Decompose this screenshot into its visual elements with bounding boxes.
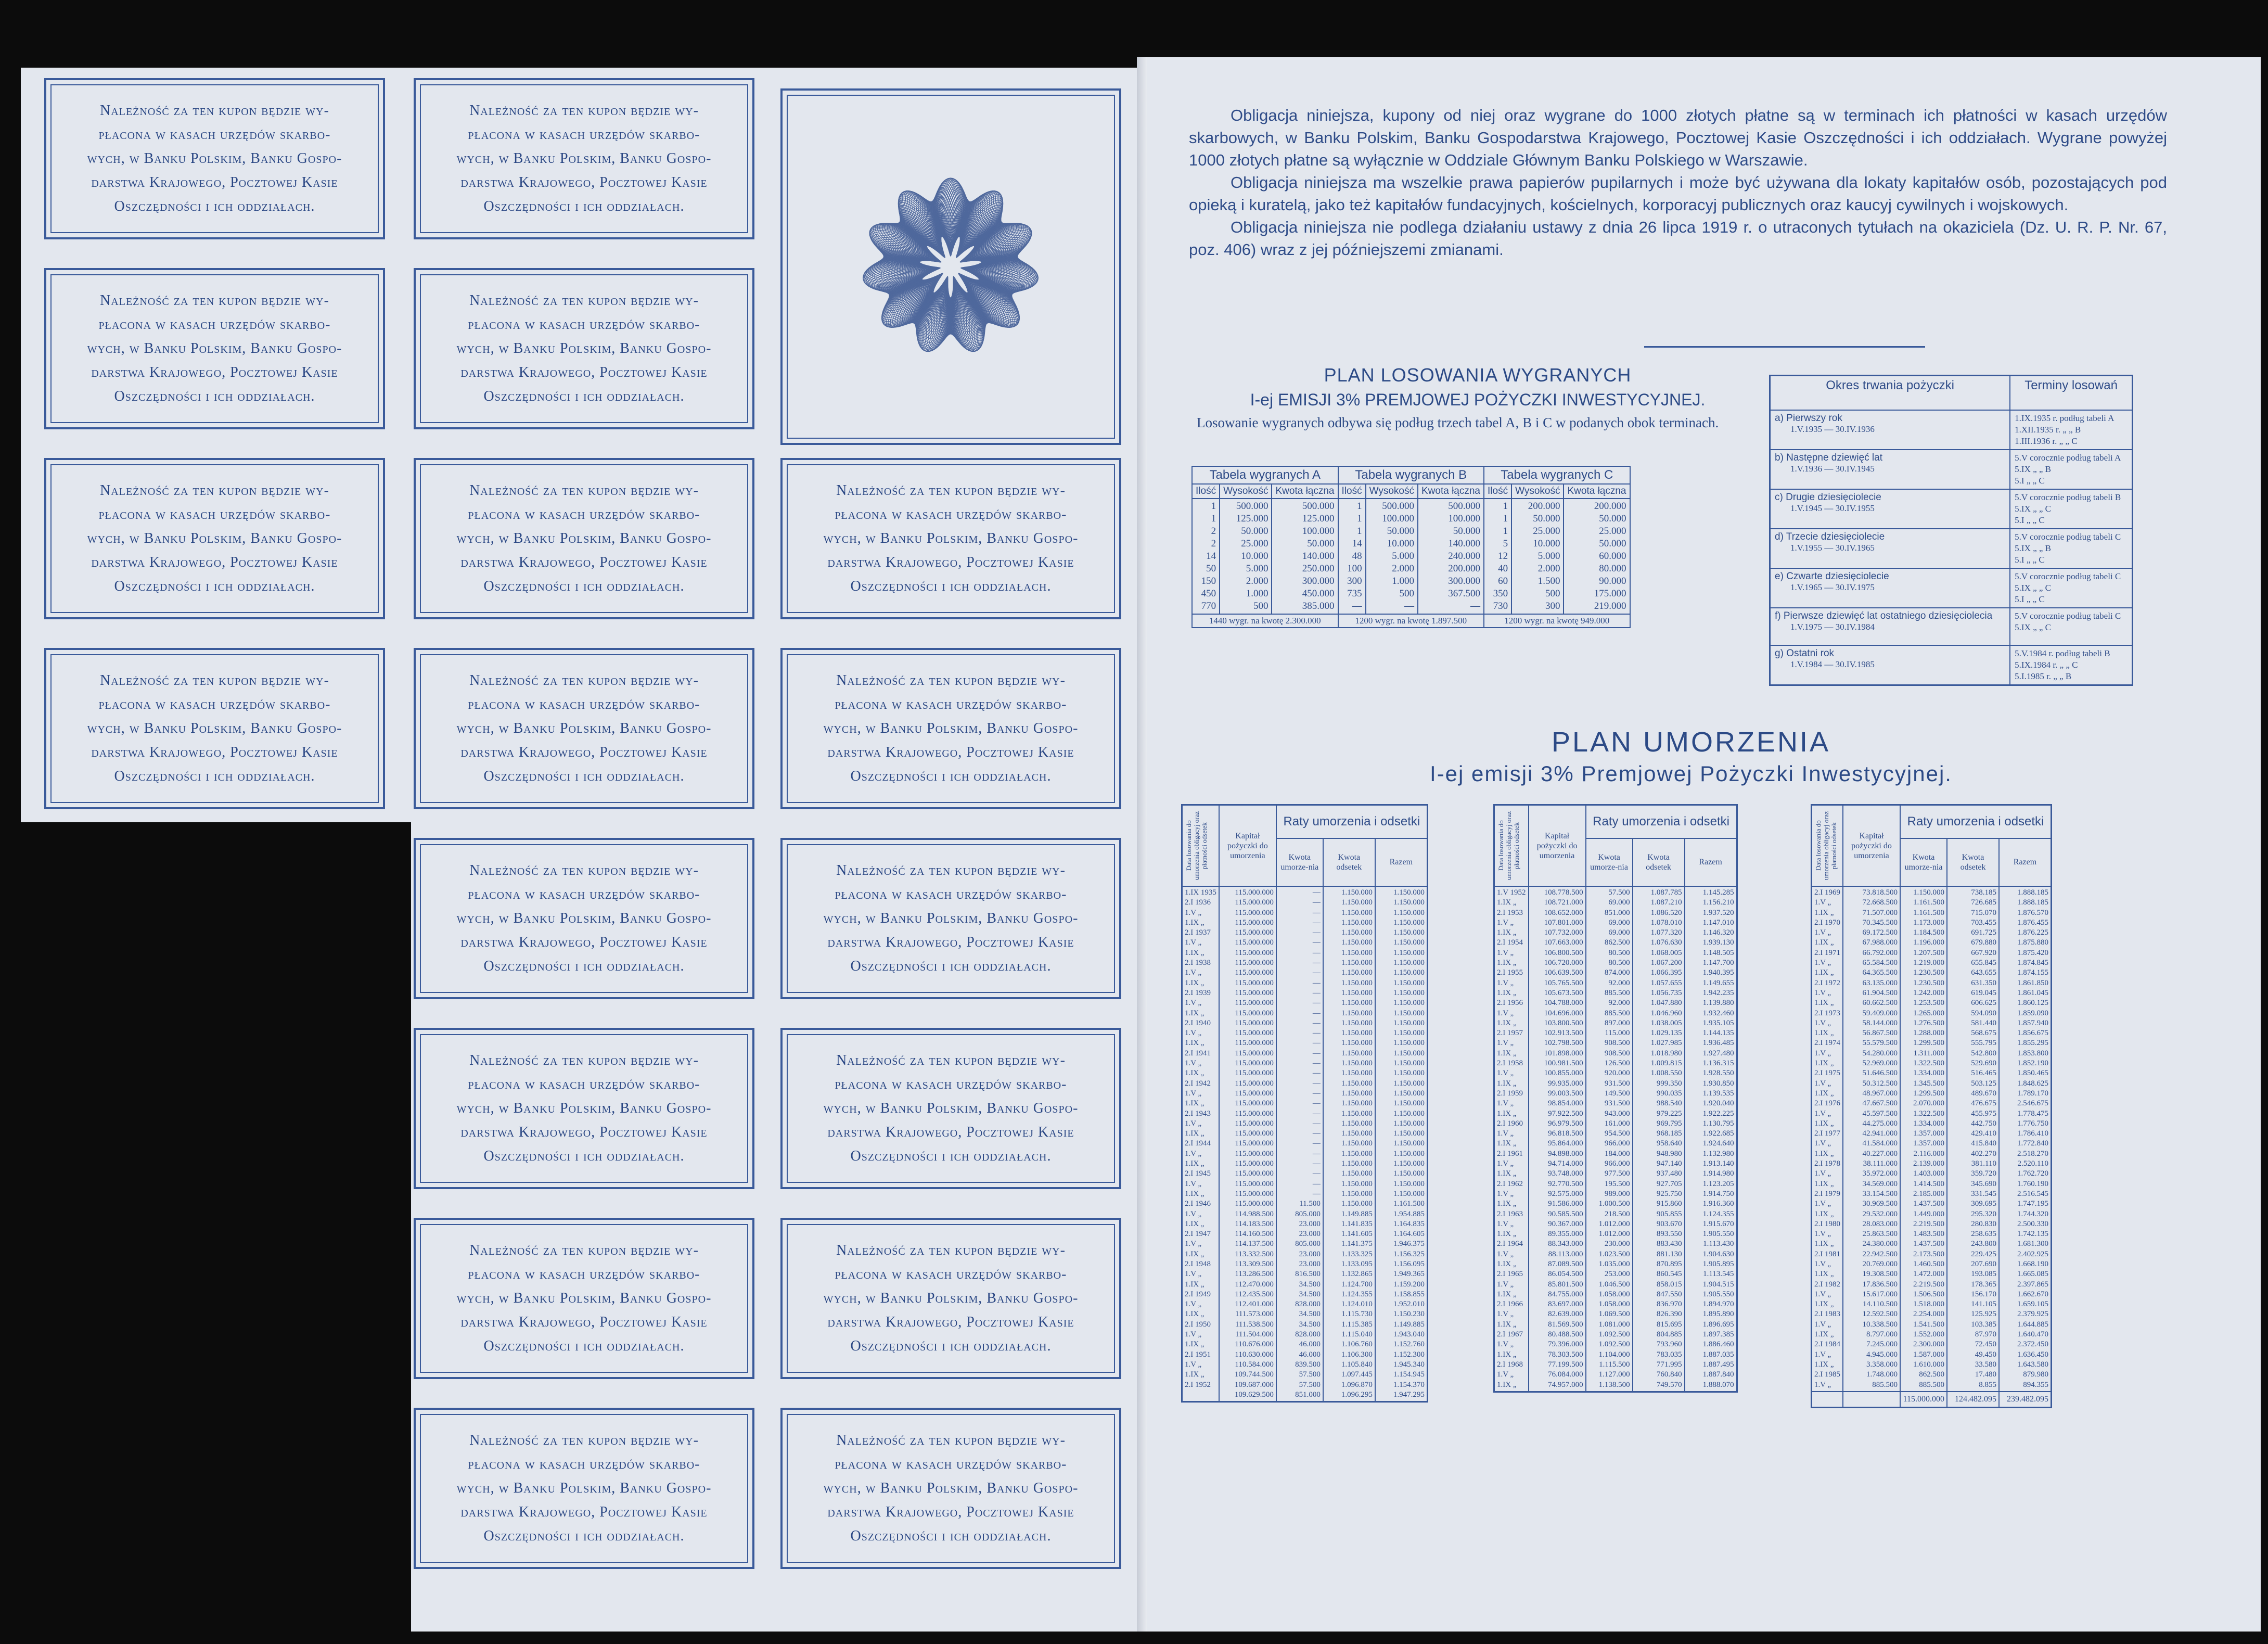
coupon-text: Należność za ten kupon będzie wy- płacona w kasach urzędów skarbo- wych, w Banku Polskim, Banku Gospo- darstwa Krajowego, Pocztowej Kasie Oszczędności i ich oddziałach. xyxy=(87,292,342,404)
period-dates: 1.V.1975 — 30.IV.1984 xyxy=(1790,622,1875,632)
coupon xyxy=(780,458,1121,619)
prize-table-b-title: Tabela wygranych B xyxy=(1338,466,1484,484)
schedule-row xyxy=(1770,450,2133,489)
draw-dates-header: Terminy losowań xyxy=(2010,376,2132,411)
coupon xyxy=(414,648,754,809)
guilloche-rosette-icon xyxy=(783,91,1119,443)
date-header: Data losowania do umorzenia obligacyj oraz płatności odsetek xyxy=(1497,811,1520,881)
coupon-text: Należność za ten kupon będzie wy- płacona w kasach urzędów skarbo- wych, w Banku Polskim, Banku Gospo- darstwa Krajowego, Pocztowej Kasie Oszczędności i ich oddziałach. xyxy=(456,103,712,214)
period-dates: 1.V.1945 — 30.IV.1955 xyxy=(1790,503,1875,513)
prize-table-a-title: Tabela wygranych A xyxy=(1192,466,1338,484)
total-column: 1.150.000 1.150.000 1.150.000 1.150.000 1.150.000 1.150.000 1.150.000 1.150.000 1.150.000 1.150.000 1.150.000 1.150.000 1.150.000 1.150.000 1.150.000 1.150.000 1.150.000 1.150.000 1.150.000 1.150.000 1.150.000 1.150.000 1.150.000 1.150.000 1.150.000 1.150.000 1.150.000 1.150.000 1.150.000 1.150.000 1.150.000 1.161.500 1.954.885 1.164.835 1.164.605 1.946.375 1.156.325 1.156.095 1.949.365 1.159.200 1.158.855 1.952.010 1.150.230 1.149.885 1.943.040 1.152.760 1.152.300 1.945.340 1.154.945 1.154.370 1.947.295 xyxy=(1375,886,1428,1402)
notice-paragraph: Obligacja niniejsza, kupony od niej oraz wygrane do 1000 złotych płatne są w terminach ich płatności w kasach urzędów skarbowych, w Banku Polskim, Banku Gospodarstwa Krajowego, Pocztowej Kasie Oszczędności i ich oddziałach. Wygrane powyżej 1000 złotych płatne są wyłącznie w Oddziale Głównym Banku Polskiego w Warszawie. xyxy=(1189,106,2167,169)
installments-header: Raty umorzenia i odsetki xyxy=(1276,805,1428,838)
total-interest: 124.482.095 xyxy=(1947,1392,1999,1408)
coupon xyxy=(780,1218,1121,1379)
coupon-text: Należność za ten kupon będzie wy- płacona w kasach urzędów skarbo- wych, w Banku Polskim, Banku Gospo- darstwa Krajowego, Pocztowej Kasie Oszczędności i ich oddziałach. xyxy=(823,1052,1079,1164)
table-c-kwota: 200.000 50.000 25.000 50.000 60.000 80.000 90.000 175.000 219.000 xyxy=(1564,499,1630,614)
lottery-plan-note: Losowanie wygranych odbywa się podług trzech tabel A, B i C w podanych obok terminach. xyxy=(1197,415,1719,430)
coupon xyxy=(44,458,385,619)
col-kwota: Kwota łączna xyxy=(1564,484,1630,499)
table-a-total: 1440 wygr. na kwotę 2.300.000 xyxy=(1192,614,1338,628)
draw-terms: 5.V corocznie podług tabeli C 5.IX „ „ C 5.I „ „ C xyxy=(2010,568,2132,608)
col-wysokosc: Wysokość xyxy=(1366,484,1418,499)
lottery-plan-header xyxy=(1191,364,1764,431)
period-cell xyxy=(1770,410,2010,450)
period-dates: 1.V.1965 — 30.IV.1975 xyxy=(1790,582,1875,592)
coupon-text: Należność za ten kupon będzie wy- płacona w kasach urzędów skarbo- wych, w Banku Polskim, Banku Gospo- darstwa Krajowego, Pocztowej Kasie Oszczędności i ich oddziałach. xyxy=(87,482,342,594)
coupon xyxy=(780,648,1121,809)
period-dates: 1.V.1935 — 30.IV.1936 xyxy=(1790,424,1875,434)
capital-column: 115.000.000 115.000.000 115.000.000 115.000.000 115.000.000 115.000.000 115.000.000 115.000.000 115.000.000 115.000.000 115.000.000 115.000.000 115.000.000 115.000.000 115.000.000 115.000.000 115.000.000 115.000.000 115.000.000 115.000.000 115.000.000 115.000.000 115.000.000 115.000.000 115.000.000 115.000.000 115.000.000 115.000.000 115.000.000 115.000.000 115.000.000 115.000.000 114.988.500 114.183.500 114.160.500 114.137.500 113.332.500 113.309.500 113.286.500 112.470.000 112.435.500 112.401.000 111.573.000 111.538.500 111.504.000 110.676.000 110.630.000 110.584.000 109.744.500 109.687.000 109.629.500 xyxy=(1219,886,1276,1402)
table-b-ilosc: 1 1 1 14 48 100 300 735 — xyxy=(1338,499,1366,614)
period-cell xyxy=(1770,608,2010,645)
amortization-table xyxy=(1811,804,2052,1408)
capital-column: 108.778.500 108.721.000 108.652.000 107.801.000 107.732.000 107.663.000 106.800.500 106.720.000 106.639.500 105.765.500 105.673.500 104.788.000 104.696.000 103.800.500 102.913.500 102.798.500 101.898.000 100.981.500 100.855.000 99.935.000 99.003.500 98.854.000 97.922.500 96.979.500 96.818.500 95.864.000 94.898.000 94.714.000 93.748.000 92.770.500 92.575.000 91.586.000 90.585.500 90.367.000 89.355.000 88.343.000 88.113.000 87.089.500 86.054.500 85.801.500 84.755.000 83.697.000 82.639.000 81.569.500 80.488.500 79.396.000 78.303.500 77.199.500 76.084.000 74.957.000 xyxy=(1529,886,1586,1392)
period-cell xyxy=(1770,568,2010,608)
draw-terms: 5.V corocznie podług tabeli B 5.IX „ „ C 5.I „ „ C xyxy=(2010,489,2132,529)
table-b-wysokosc: 500.000 100.000 50.000 10.000 5.000 2.000 1.000 500 — xyxy=(1366,499,1418,614)
period-name: f) Pierwsze dziewięć lat ostatniego dziesięciolecia xyxy=(1775,610,1993,621)
notice-paragraph: Obligacja niniejsza ma wszelkie prawa papierów pupilarnych i może być używana dla lokaty kapitałów osób, pozostających pod opieką i kuratelą, jako też kapitałów fundacyjnych, kościelnych, korporacyj publicznych oraz kaucyj cywilnych i wojskowych. xyxy=(1189,173,2167,214)
period-name: g) Ostatni rok xyxy=(1775,648,1835,659)
total-column: 1.145.285 1.156.210 1.937.520 1.147.010 1.146.320 1.939.130 1.148.505 1.147.700 1.940.395 1.149.655 1.942.235 1.139.880 1.932.460 1.935.105 1.144.135 1.936.485 1.927.480 1.136.315 1.928.550 1.930.850 1.139.535 1.920.040 1.922.225 1.130.795 1.922.685 1.924.640 1.132.980 1.913.140 1.914.980 1.123.205 1.914.750 1.916.360 1.124.355 1.915.670 1.905.550 1.113.430 1.904.630 1.905.895 1.113.545 1.904.515 1.905.550 1.894.970 1.895.890 1.896.695 1.897.385 1.886.460 1.887.035 1.887.495 1.887.840 1.888.070 xyxy=(1685,886,1737,1392)
col-kwota: Kwota łączna xyxy=(1418,484,1484,499)
total-amortization: 115.000.000 xyxy=(1900,1392,1947,1408)
date-header: Data losowania do umorzenia obligacyj oraz płatności odsetek xyxy=(1185,811,1208,881)
draw-terms: 5.V corocznie podług tabeli C 5.IX „ „ B 5.I „ „ C xyxy=(2010,529,2132,568)
period-name: c) Drugie dziesięciolecie xyxy=(1775,492,1881,503)
period-header: Okres trwania pożyczki xyxy=(1770,376,2010,411)
period-cell xyxy=(1770,450,2010,489)
coupon xyxy=(414,838,754,999)
coupon-text: Należność za ten kupon będzie wy- płacona w kasach urzędów skarbo- wych, w Banku Polskim, Banku Gospo- darstwa Krajowego, Pocztowej Kasie Oszczędności i ich oddziałach. xyxy=(456,672,712,784)
table-c-total: 1200 wygr. na kwotę 949.000 xyxy=(1484,614,1630,628)
period-cell xyxy=(1770,529,2010,568)
schedule-row xyxy=(1770,489,2133,529)
draw-terms: 1.IX.1935 r. podług tabeli A 1.XII.1935 r. „ „ B 1.III.1936 r. „ „ C xyxy=(2010,410,2132,450)
amortization-subtitle: I-ej emisji 3% Premjowej Pożyczki Inwestycyjnej. xyxy=(1430,761,1952,786)
col-ilosc: Ilość xyxy=(1192,484,1220,499)
coupon xyxy=(414,1218,754,1379)
col-wysokosc: Wysokość xyxy=(1220,484,1272,499)
total-header: Razem xyxy=(1375,838,1428,886)
lottery-plan-title: PLAN LOSOWANIA WYGRANYCH xyxy=(1324,364,1632,386)
col-ilosc: Ilość xyxy=(1484,484,1511,499)
period-dates: 1.V.1984 — 30.IV.1985 xyxy=(1790,659,1875,669)
divider xyxy=(1644,346,1925,348)
coupon-text: Należność za ten kupon będzie wy- płacona w kasach urzędów skarbo- wych, w Banku Polskim, Banku Gospo- darstwa Krajowego, Pocztowej Kasie Oszczędności i ich oddziałach. xyxy=(456,1052,712,1164)
total-column: 1.888.185 1.888.185 1.876.570 1.876.455 1.876.225 1.875.880 1.875.420 1.874.845 1.874.155 1.861.850 1.861.045 1.860.125 1.859.090 1.857.940 1.856.675 1.855.295 1.853.800 1.852.190 1.850.465 1.848.625 1.789.170 2.546.675 1.778.475 1.776.750 1.786.410 1.772.840 2.518.270 2.520.110 1.762.720 1.760.190 2.516.545 1.747.195 1.744.320 2.500.330 1.742.135 1.681.300 2.402.925 1.668.190 1.665.085 2.397.865 1.662.670 1.659.105 2.379.925 1.644.885 1.640.470 2.372.450 1.636.450 1.643.580 879.980 894.355 xyxy=(1999,886,2052,1392)
coupon-text: Należność za ten kupon będzie wy- płacona w kasach urzędów skarbo- wych, w Banku Polskim, Banku Gospo- darstwa Krajowego, Pocztowej Kasie Oszczędności i ich oddziałach. xyxy=(456,862,712,974)
coupon xyxy=(780,1028,1121,1189)
guilloche-rosette-panel xyxy=(780,88,1121,445)
coupon xyxy=(44,78,385,239)
amortization-column: 57.500 69.000 851.000 69.000 69.000 862.500 80.500 80.500 874.000 92.000 885.500 92.000 885.500 897.000 115.000 908.500 908.500 126.500 920.000 931.500 149.500 931.500 943.000 161.000 954.500 966.000 184.000 966.000 977.500 195.500 989.000 1.000.500 218.500 1.012.000 1.012.000 230.000 1.023.500 1.035.000 253.000 1.046.500 1.058.000 1.058.000 1.069.500 1.081.000 1.092.500 1.092.500 1.104.000 1.115.500 1.127.000 1.138.500 xyxy=(1586,886,1633,1392)
coupon-text: Należność za ten kupon będzie wy- płacona w kasach urzędów skarbo- wych, w Banku Polskim, Banku Gospo- darstwa Krajowego, Pocztowej Kasie Oszczędności i ich oddziałach. xyxy=(87,672,342,784)
prize-tables xyxy=(1191,466,1631,628)
capital-column: 73.818.500 72.668.500 71.507.000 70.345.500 69.172.500 67.988.000 66.792.000 65.584.500 64.365.500 63.135.000 61.904.500 60.662.500 59.409.000 58.144.000 56.867.500 55.579.500 54.280.000 52.969.000 51.646.500 50.312.500 48.967.000 47.667.500 45.597.500 44.275.000 42.941.000 41.584.000 40.227.000 38.111.000 35.972.000 34.569.000 33.154.500 30.969.500 29.532.000 28.083.000 25.863.500 24.380.000 22.942.500 20.769.000 19.308.500 17.836.500 15.617.000 14.110.500 12.592.500 10.338.500 8.797.000 7.245.000 4.945.000 3.358.000 1.748.000 885.500 xyxy=(1843,886,1900,1392)
coupon-text: Należność za ten kupon będzie wy- płacona w kasach urzędów skarbo- wych, w Banku Polskim, Banku Gospo- darstwa Krajowego, Pocztowej Kasie Oszczędności i ich oddziałach. xyxy=(456,1242,712,1354)
table-c-wysokosc: 200.000 50.000 25.000 10.000 5.000 2.000 1.500 500 300 xyxy=(1511,499,1564,614)
sheet-cutout xyxy=(21,822,411,1634)
coupon-text: Należność za ten kupon będzie wy- płacona w kasach urzędów skarbo- wych, w Banku Polskim, Banku Gospo- darstwa Krajowego, Pocztowej Kasie Oszczędności i ich oddziałach. xyxy=(456,1432,712,1544)
coupon xyxy=(414,1408,754,1569)
coupon xyxy=(44,268,385,429)
period-name: a) Pierwszy rok xyxy=(1775,413,1842,424)
coupon xyxy=(414,458,754,619)
coupon xyxy=(780,1408,1121,1569)
total-header: Razem xyxy=(1685,838,1737,886)
draw-terms: 5.V.1984 r. podług tabeli B 5.IX.1984 r. „ „ C 5.I.1985 r. „ „ B xyxy=(2010,645,2132,685)
grand-total-row xyxy=(1812,1392,2052,1408)
coupon xyxy=(780,838,1121,999)
table-a-kwota: 500.000 125.000 100.000 50.000 140.000 250.000 300.000 450.000 385.000 xyxy=(1272,499,1338,614)
bond-notice xyxy=(1189,104,2167,261)
coupon xyxy=(414,1028,754,1189)
coupon-text: Należność za ten kupon będzie wy- płacona w kasach urzędów skarbo- wych, w Banku Polskim, Banku Gospo- darstwa Krajowego, Pocztowej Kasie Oszczędności i ich oddziałach. xyxy=(823,672,1079,784)
coupon-text: Należność za ten kupon będzie wy- płacona w kasach urzędów skarbo- wych, w Banku Polskim, Banku Gospo- darstwa Krajowego, Pocztowej Kasie Oszczędności i ich oddziałach. xyxy=(823,862,1079,974)
coupon-text: Należność za ten kupon będzie wy- płacona w kasach urzędów skarbo- wych, w Banku Polskim, Banku Gospo- darstwa Krajowego, Pocztowej Kasie Oszczędności i ich oddziałach. xyxy=(823,1242,1079,1354)
draw-terms: 5.V corocznie podług tabeli A 5.IX „ „ B 5.I „ „ C xyxy=(2010,450,2132,489)
table-b-total: 1200 wygr. na kwotę 1.897.500 xyxy=(1338,614,1484,628)
period-name: b) Następne dziewięć lat xyxy=(1775,452,1882,463)
coupon-text: Należność za ten kupon będzie wy- płacona w kasach urzędów skarbo- wych, w Banku Polskim, Banku Gospo- darstwa Krajowego, Pocztowej Kasie Oszczędności i ich oddziałach. xyxy=(823,1432,1079,1544)
amortization-table xyxy=(1181,804,1428,1403)
draw-terms: 5.V corocznie podług tabeli C 5.IX „ „ C xyxy=(2010,608,2132,645)
period-name: e) Czwarte dziesięciolecie xyxy=(1775,571,1889,582)
capital-header: Kapitał pożyczki do umorzenia xyxy=(1529,805,1586,887)
interest-column: 1.150.000 1.150.000 1.150.000 1.150.000 1.150.000 1.150.000 1.150.000 1.150.000 1.150.000 1.150.000 1.150.000 1.150.000 1.150.000 1.150.000 1.150.000 1.150.000 1.150.000 1.150.000 1.150.000 1.150.000 1.150.000 1.150.000 1.150.000 1.150.000 1.150.000 1.150.000 1.150.000 1.150.000 1.150.000 1.150.000 1.150.000 1.150.000 1.149.885 1.141.835 1.141.605 1.141.375 1.133.325 1.133.095 1.132.865 1.124.700 1.124.355 1.124.010 1.115.730 1.115.385 1.115.040 1.106.760 1.106.300 1.105.840 1.097.445 1.096.870 1.096.295 xyxy=(1323,886,1375,1402)
table-a-ilosc: 1 1 2 2 14 50 150 450 770 xyxy=(1192,499,1220,614)
schedule-row xyxy=(1770,529,2133,568)
amortization-column: 1.150.000 1.161.500 1.161.500 1.173.000 1.184.500 1.196.000 1.207.500 1.219.000 1.230.500 1.230.500 1.242.000 1.253.500 1.265.000 1.276.500 1.288.000 1.299.500 1.311.000 1.322.500 1.334.000 1.345.500 1.299.500 2.070.000 1.322.500 1.334.000 1.357.000 1.357.000 2.116.000 2.139.000 1.403.000 1.414.500 2.185.000 1.437.500 1.449.000 2.219.500 1.483.500 1.437.500 2.173.500 1.460.500 1.472.000 2.219.500 1.506.500 1.518.000 2.254.000 1.541.500 1.552.000 2.300.000 1.587.000 1.610.000 862.500 885.500 xyxy=(1900,886,1947,1392)
coupon xyxy=(414,78,754,239)
interest-header: Kwota odsetek xyxy=(1633,838,1685,886)
schedule-row xyxy=(1770,410,2133,450)
amortization-amount-header: Kwota umorze-nia xyxy=(1586,838,1633,886)
amortization-amount-header: Kwota umorze-nia xyxy=(1276,838,1323,886)
col-wysokosc: Wysokość xyxy=(1511,484,1564,499)
installments-header: Raty umorzenia i odsetki xyxy=(1900,805,2052,838)
capital-header: Kapitał pożyczki do umorzenia xyxy=(1843,805,1900,887)
interest-header: Kwota odsetek xyxy=(1323,838,1375,886)
col-ilosc: Ilość xyxy=(1338,484,1366,499)
amortization-column: — — — — — — — — — — — — — — — — — — — — — — — — — — — — — — — 11.500 805.000 23.000 23.000 805.000 23.000 23.000 816.500 34.500 34.500 828.000 34.500 34.500 828.000 46.000 46.000 839.500 57.500 57.500 851.000 xyxy=(1276,886,1323,1402)
amortization-table xyxy=(1493,804,1738,1393)
col-kwota: Kwota łączna xyxy=(1272,484,1338,499)
prize-table-c-title: Tabela wygranych C xyxy=(1484,466,1630,484)
table-b-kwota: 500.000 100.000 50.000 140.000 240.000 200.000 300.000 367.500 — xyxy=(1418,499,1484,614)
coupon-text: Należność za ten kupon będzie wy- płacona w kasach urzędów skarbo- wych, w Banku Polskim, Banku Gospo- darstwa Krajowego, Pocztowej Kasie Oszczędności i ich oddziałach. xyxy=(823,482,1079,594)
interest-column: 738.185 726.685 715.070 703.455 691.725 679.880 667.920 655.845 643.655 631.350 619.045 606.625 594.090 581.440 568.675 555.795 542.800 529.690 516.465 503.125 489.670 476.675 455.975 442.750 429.410 415.840 402.270 381.110 359.720 345.690 331.545 309.695 295.320 280.830 258.635 243.800 229.425 207.690 193.085 178.365 156.170 141.105 125.925 103.385 87.970 72.450 49.450 33.580 17.480 8.855 xyxy=(1947,886,1999,1392)
date-column: 1.IX 1935 2.I 1936 1.V „ 1.IX „ 2.I 1937 1.V „ 1.IX „ 2.I 1938 1.V „ 1.IX „ 2.I 1939 1.V „ 1.IX „ 2.I 1940 1.V „ 1.IX „ 2.I 1941 1.V „ 1.IX „ 2.I 1942 1.V „ 1.IX „ 2.I 1943 1.V „ 1.IX „ 2.I 1944 1.V „ 1.IX „ 2.I 1945 1.V „ 1.IX „ 2.I 1946 1.V „ 1.IX „ 2.I 1947 1.V „ 1.IX „ 2.I 1948 1.V „ 1.IX „ 2.I 1949 1.V „ 1.IX „ 2.I 1950 1.V „ 1.IX „ 2.I 1951 1.V „ 1.IX „ 2.I 1952 xyxy=(1182,886,1219,1402)
capital-header: Kapitał pożyczki do umorzenia xyxy=(1219,805,1276,887)
amortization-amount-header: Kwota umorze-nia xyxy=(1900,838,1947,886)
period-cell xyxy=(1770,645,2010,685)
period-dates: 1.V.1936 — 30.IV.1945 xyxy=(1790,464,1875,474)
lottery-plan-subtitle: I-ej EMISJI 3% PREMJOWEJ POŻYCZKI INWESTYCYJNEJ. xyxy=(1250,390,1706,409)
table-c-ilosc: 1 1 1 5 12 40 60 350 730 xyxy=(1484,499,1511,614)
notice-paragraph: Obligacja niniejsza nie podlega działaniu ustawy z dnia 26 lipca 1919 r. o utraconych tytułach na okaziciela (Dz. U. R. P. Nr. 67, poz. 406) wraz z jej późniejszemi zmianami. xyxy=(1189,218,2167,259)
draw-schedule xyxy=(1769,375,2133,686)
schedule-row xyxy=(1770,568,2133,608)
total-sum: 239.482.095 xyxy=(1999,1392,2052,1408)
period-name: d) Trzecie dziesięciolecie xyxy=(1775,531,1885,542)
date-header: Data losowania do umorzenia obligacyj oraz płatności odsetek xyxy=(1814,811,1838,881)
schedule-row xyxy=(1770,645,2133,685)
coupon xyxy=(414,268,754,429)
amortization-title: PLAN UMORZENIA xyxy=(1551,727,1831,758)
period-dates: 1.V.1955 — 30.IV.1965 xyxy=(1790,543,1875,553)
table-a-wysokosc: 500.000 125.000 50.000 25.000 10.000 5.000 2.000 1.000 500 xyxy=(1220,499,1272,614)
date-column: 2.I 1969 1.V „ 1.IX „ 2.I 1970 1.V „ 1.IX „ 2.I 1971 1.V „ 1.IX „ 2.I 1972 1.V „ 1.IX „ 2.I 1973 1.V „ 1.IX „ 2.I 1974 1.V „ 1.IX „ 2.I 1975 1.V „ 1.IX „ 2.I 1976 1.V „ 1.IX „ 2.I 1977 1.V „ 1.IX „ 2.I 1978 1.V „ 1.IX „ 2.I 1979 1.V „ 1.IX „ 2.I 1980 1.V „ 1.IX „ 2.I 1981 1.V „ 1.IX „ 2.I 1982 1.V „ 1.IX „ 2.I 1983 1.V „ 1.IX „ 2.I 1984 1.V „ 1.IX „ 2.I 1985 1.V „ xyxy=(1812,886,1843,1392)
date-column: 1.V 1952 1.IX „ 2.I 1953 1.V „ 1.IX „ 2.I 1954 1.V „ 1.IX „ 2.I 1955 1.V „ 1.IX „ 2.I 1956 1.V „ 1.IX „ 2.I 1957 1.V „ 1.IX „ 2.I 1958 1.V „ 1.IX „ 2.I 1959 1.V „ 1.IX „ 2.I 1960 1.V „ 1.IX „ 2.I 1961 1.V „ 1.IX „ 2.I 1962 1.V „ 1.IX „ 2.I 1963 1.V „ 1.IX „ 2.I 1964 1.V „ 1.IX „ 2.I 1965 1.V „ 1.IX „ 2.I 1966 1.V „ 1.IX „ 2.I 1967 1.V „ 1.IX „ 2.I 1968 1.V „ 1.IX „ xyxy=(1494,886,1529,1392)
coupon-text: Należność za ten kupon będzie wy- płacona w kasach urzędów skarbo- wych, w Banku Polskim, Banku Gospo- darstwa Krajowego, Pocztowej Kasie Oszczędności i ich oddziałach. xyxy=(456,292,712,404)
coupon-text: Należność za ten kupon będzie wy- płacona w kasach urzędów skarbo- wych, w Banku Polskim, Banku Gospo- darstwa Krajowego, Pocztowej Kasie Oszczędności i ich oddziałach. xyxy=(87,103,342,214)
interest-header: Kwota odsetek xyxy=(1947,838,1999,886)
period-cell xyxy=(1770,489,2010,529)
coupon-text: Należność za ten kupon będzie wy- płacona w kasach urzędów skarbo- wych, w Banku Polskim, Banku Gospo- darstwa Krajowego, Pocztowej Kasie Oszczędności i ich oddziałach. xyxy=(456,482,712,594)
total-header: Razem xyxy=(1999,838,2052,886)
schedule-row xyxy=(1770,608,2133,645)
interest-column: 1.087.785 1.087.210 1.086.520 1.078.010 1.077.320 1.076.630 1.068.005 1.067.200 1.066.395 1.057.655 1.056.735 1.047.880 1.046.960 1.038.005 1.029.135 1.027.985 1.018.980 1.009.815 1.008.550 999.350 990.035 988.540 979.225 969.795 968.185 958.640 948.980 947.140 937.480 927.705 925.750 915.860 905.855 903.670 893.550 883.430 881.130 870.895 860.545 858.015 847.550 836.970 826.390 815.695 804.885 793.960 783.035 771.995 760.840 749.570 xyxy=(1633,886,1685,1392)
coupon xyxy=(44,648,385,809)
amortization-header xyxy=(1223,726,2159,786)
installments-header: Raty umorzenia i odsetki xyxy=(1586,805,1737,838)
